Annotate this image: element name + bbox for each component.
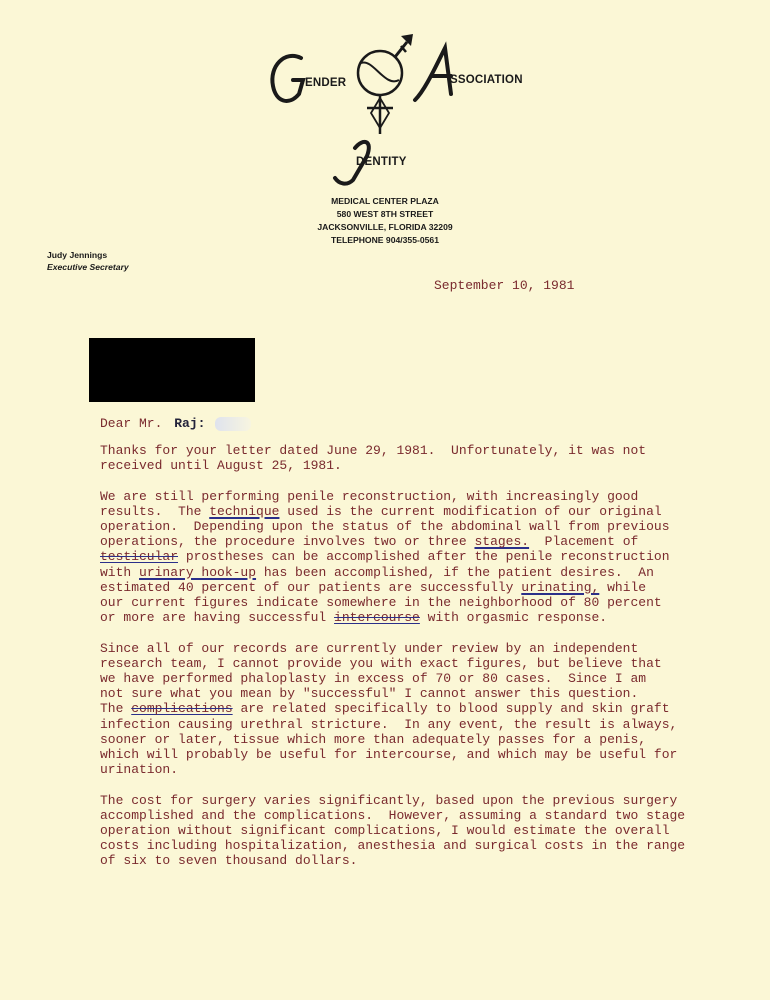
address-line: MEDICAL CENTER PLAZA bbox=[331, 196, 439, 206]
address-line: JACKSONVILLE, FLORIDA 32209 bbox=[317, 222, 453, 232]
text-line: Thanks for your letter dated June 29, 1981. Unfortunately, it was not bbox=[100, 443, 647, 458]
text-line: not sure what you mean by "successful" I cannot answer this question. bbox=[100, 686, 639, 702]
text-line: estimated 40 percent of our patients are successfully urinating, while bbox=[100, 579, 647, 595]
address-line: TELEPHONE 904/355-0561 bbox=[331, 235, 439, 245]
logo-word-association: SSOCIATION bbox=[450, 74, 523, 86]
text-line: operation. Depending upon the status of the abdominal wall from previous bbox=[100, 519, 670, 534]
paragraph bbox=[100, 443, 660, 473]
text-line: infection causing urethral stricture. In any event, the result is always, bbox=[100, 716, 678, 732]
letterhead-address bbox=[300, 195, 470, 247]
pen-marked-word: intercourse bbox=[334, 610, 420, 626]
text-line: received until August 25, 1981. bbox=[100, 458, 342, 474]
pen-marked-word: urinary hook-up bbox=[139, 564, 257, 580]
address-line: 580 WEST 8TH STREET bbox=[336, 209, 434, 219]
text-line: which will probably be useful for intercourse, and which may be useful for bbox=[100, 747, 678, 763]
text-line: operation without significant complications, I would estimate the overall bbox=[100, 823, 670, 839]
logo-word-gender: ENDER bbox=[305, 77, 347, 89]
text-line: costs including hospitalization, anesthesia and surgical costs in the range bbox=[100, 838, 686, 854]
redaction-block bbox=[89, 338, 255, 402]
pen-marked-word: stages. bbox=[474, 534, 530, 550]
text-line: or more are having successful intercourse with orgasmic response. bbox=[100, 610, 608, 626]
text-line: urination. bbox=[100, 762, 179, 778]
text-line: research team, I cannot provide you with exact figures, but believe that bbox=[100, 655, 662, 671]
text-line: of six to seven thousand dollars. bbox=[100, 853, 358, 869]
text-line: testicular prostheses can be accomplished after the penile reconstruction bbox=[100, 549, 670, 565]
signatory-title: Executive Secretary bbox=[47, 262, 129, 272]
text-line: our current figures indicate somewhere in the neighborhood of 80 percent bbox=[100, 595, 662, 611]
pen-marked-word: complications bbox=[131, 701, 233, 717]
text-line: with urinary hook-up has been accomplished, if the patient desires. An bbox=[100, 564, 654, 580]
paragraph bbox=[100, 488, 670, 626]
paragraph bbox=[100, 792, 686, 869]
pen-marked-word: technique bbox=[209, 503, 280, 519]
pen-marked-word: urinating, bbox=[521, 579, 600, 595]
text-line: we have performed phaloplasty in excess of 70 or 80 cases. Since I am bbox=[100, 671, 647, 687]
pen-marked-word: testicular bbox=[100, 549, 179, 565]
text-line: Since all of our records are currently under review by an independent bbox=[100, 640, 639, 656]
text-line: operations, the procedure involves two or three stages. Placement of bbox=[100, 534, 639, 550]
text-line: sooner or later, tissue which more than adequately passes for a penis, bbox=[100, 731, 647, 747]
text-line: The complications are related specifically to blood supply and skin graft bbox=[100, 701, 670, 717]
text-line: The cost for surgery varies significantly, based upon the previous surgery bbox=[100, 792, 678, 808]
signatory-block bbox=[47, 249, 129, 273]
salutation bbox=[100, 416, 251, 431]
letter-date: September 10, 1981 bbox=[434, 278, 575, 293]
letter-body bbox=[100, 443, 686, 884]
signatory-name: Judy Jennings bbox=[47, 250, 108, 260]
text-line: results. The technique used is the current modification of our original bbox=[100, 503, 662, 519]
gender-symbol-logo-icon bbox=[255, 28, 555, 193]
text-line: accomplished and the complications. However, assuming a standard two stage bbox=[100, 807, 686, 823]
text-line: We are still performing penile reconstruction, with increasingly good bbox=[100, 488, 639, 504]
correction-smudge bbox=[215, 417, 251, 431]
salutation-recipient: Raj: bbox=[174, 416, 206, 431]
paragraph bbox=[100, 640, 678, 778]
logo-word-identity: DENTITY bbox=[356, 156, 407, 168]
salutation-prefix: Dear Mr. bbox=[100, 416, 163, 431]
